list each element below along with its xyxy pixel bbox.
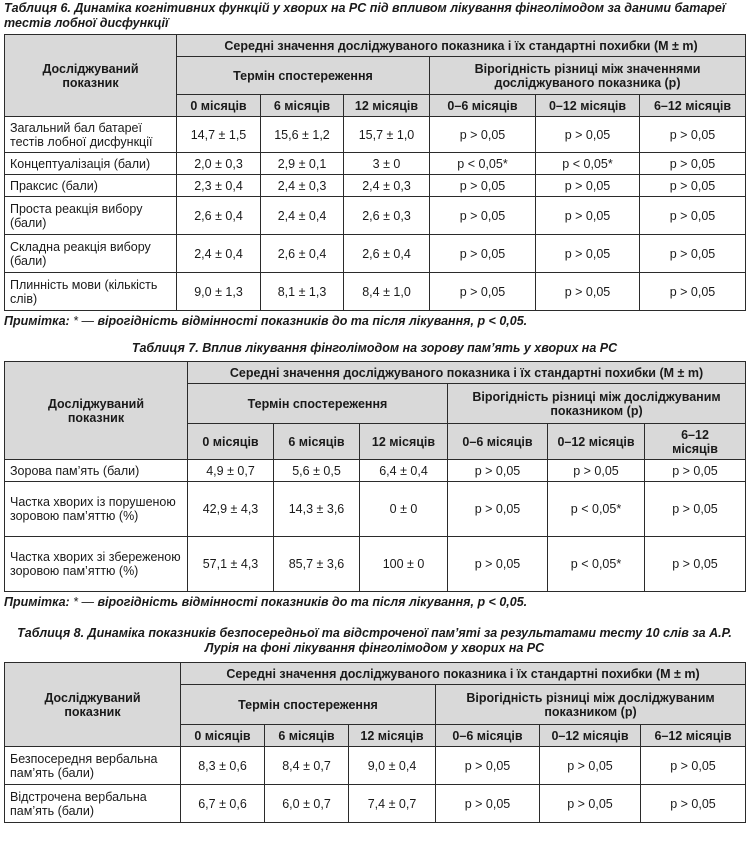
table-cell: 2,3 ± 0,4	[177, 175, 261, 197]
table-cell: p > 0,05	[641, 747, 746, 785]
table-cell: 5,6 ± 0,5	[274, 460, 360, 482]
row-label: Відстрочена вербальна пам’ять (бали)	[5, 785, 181, 823]
table-cell: p > 0,05	[645, 460, 746, 482]
table-cell: p > 0,05	[536, 235, 640, 273]
table8	[4, 662, 746, 823]
table6-col-header: 0 місяців	[177, 95, 261, 117]
table-cell: p > 0,05	[430, 117, 536, 153]
table-row	[5, 197, 746, 235]
table8-col-header: 0–12 місяців	[540, 725, 641, 747]
table-cell: 8,4 ± 1,0	[344, 273, 430, 311]
row-label: Зорова пам’ять (бали)	[5, 460, 188, 482]
table6-col-header: 12 місяців	[344, 95, 430, 117]
table-cell: 6,4 ± 0,4	[360, 460, 448, 482]
table-cell: p > 0,05	[641, 785, 746, 823]
table-cell: p > 0,05	[640, 153, 746, 175]
row-label: Складна реакція вибору (бали)	[5, 235, 177, 273]
note-text: вірогідність відмінності показників до та після лікування, p < 0,05.	[94, 314, 528, 328]
table-row	[5, 785, 746, 823]
table-cell: 2,6 ± 0,4	[177, 197, 261, 235]
note-star: * —	[73, 595, 95, 609]
table-cell: 3 ± 0	[344, 153, 430, 175]
table-row	[5, 482, 746, 537]
table-cell: 2,4 ± 0,4	[261, 197, 344, 235]
table-cell: 2,4 ± 0,3	[261, 175, 344, 197]
table-cell: p > 0,05	[640, 197, 746, 235]
table-cell: p > 0,05	[430, 235, 536, 273]
table8-col-header: 0 місяців	[181, 725, 265, 747]
table8-caption: Таблиця 8. Динаміка показників безпосередньої та відстроченої пам’яті за результатами тесту 10 слів за А.Р. Лурія на фоні лікування фінголімодом у хворих на РС	[17, 626, 732, 655]
table-cell: 6,7 ± 0,6	[181, 785, 265, 823]
table-cell: 0 ± 0	[360, 482, 448, 537]
table-cell: p > 0,05	[640, 273, 746, 311]
row-label: Проста реакція вибору (бали)	[5, 197, 177, 235]
note-star: * —	[73, 314, 95, 328]
table-cell: p < 0,05*	[430, 153, 536, 175]
table6-col-header: 6 місяців	[261, 95, 344, 117]
table-cell: 4,9 ± 0,7	[188, 460, 274, 482]
table-cell: 14,3 ± 3,6	[274, 482, 360, 537]
table6-col-header: 0–12 місяців	[536, 95, 640, 117]
table7-col-header: 0–6 місяців	[448, 424, 548, 460]
table-cell: 2,9 ± 0,1	[261, 153, 344, 175]
note-text: вірогідність відмінності показників до та після лікування, p < 0,05.	[94, 595, 528, 609]
table-cell: 2,4 ± 0,3	[344, 175, 430, 197]
table-cell: p > 0,05	[640, 117, 746, 153]
table-cell: 15,6 ± 1,2	[261, 117, 344, 153]
table-cell: p > 0,05	[645, 482, 746, 537]
table6-col-header: 0–6 місяців	[430, 95, 536, 117]
table-cell: 6,0 ± 0,7	[265, 785, 349, 823]
table-cell: 2,6 ± 0,3	[344, 197, 430, 235]
table-row	[5, 235, 746, 273]
table-cell: p > 0,05	[540, 747, 641, 785]
table-cell: p > 0,05	[448, 537, 548, 592]
table-cell: 2,6 ± 0,4	[344, 235, 430, 273]
table-row	[5, 175, 746, 197]
table-cell: 9,0 ± 0,4	[349, 747, 436, 785]
table-cell: p > 0,05	[645, 537, 746, 592]
row-label: Концептуалізація (бали)	[5, 153, 177, 175]
table8-means-header: Середні значення досліджуваного показника і їх стандартні похибки (M ± m)	[181, 663, 746, 685]
table7-col-header: 0 місяців	[188, 424, 274, 460]
table-cell: 100 ± 0	[360, 537, 448, 592]
table-cell: p > 0,05	[448, 482, 548, 537]
table-cell: p > 0,05	[430, 175, 536, 197]
table-row	[5, 153, 746, 175]
table-cell: p > 0,05	[448, 460, 548, 482]
row-label: Частка хворих із порушеною зоровою пам’яттю (%)	[5, 482, 188, 537]
table-cell: p > 0,05	[436, 785, 540, 823]
table6-sig-header: Вірогідність різниці між значеннями досліджуваного показника (р)	[430, 57, 746, 95]
table-row	[5, 460, 746, 482]
table-cell: p > 0,05	[536, 197, 640, 235]
table7-col-header: 6–12 місяців	[645, 424, 746, 460]
table-cell: p < 0,05*	[548, 482, 645, 537]
table-cell: p > 0,05	[436, 747, 540, 785]
table-cell: 42,9 ± 4,3	[188, 482, 274, 537]
table-row	[5, 747, 746, 785]
table-row	[5, 537, 746, 592]
table7-term-header: Термін спостереження	[188, 384, 448, 424]
row-label: Плинність мови (кількість слів)	[5, 273, 177, 311]
row-label: Безпосередня вербальна пам’ять (бали)	[5, 747, 181, 785]
table-cell: p < 0,05*	[548, 537, 645, 592]
table-cell: p > 0,05	[430, 273, 536, 311]
table-cell: p > 0,05	[540, 785, 641, 823]
table-cell: 2,0 ± 0,3	[177, 153, 261, 175]
table6-term-header: Термін спостереження	[177, 57, 430, 95]
table7-note	[4, 595, 749, 610]
table-cell: 8,4 ± 0,7	[265, 747, 349, 785]
table-cell: p < 0,05*	[536, 153, 640, 175]
table8-col-header: 6 місяців	[265, 725, 349, 747]
table7-col-header: 12 місяців	[360, 424, 448, 460]
table-cell: 8,1 ± 1,3	[261, 273, 344, 311]
table7-col-header: 0–12 місяців	[548, 424, 645, 460]
table6	[4, 34, 746, 311]
row-label: Частка хворих зі збереженою зоровою пам’яттю (%)	[5, 537, 188, 592]
table-cell: 9,0 ± 1,3	[177, 273, 261, 311]
table7-indicator-header: Досліджуваний показник	[5, 362, 188, 460]
table-cell: 8,3 ± 0,6	[181, 747, 265, 785]
table-cell: p > 0,05	[548, 460, 645, 482]
table-cell: p > 0,05	[640, 235, 746, 273]
table6-col-header: 6–12 місяців	[640, 95, 746, 117]
table6-caption: Таблиця 6. Динаміка когнітивних функцій у хворих на РС під впливом лікування фінголімодом за даними батареї тестів лобної дисфункції	[4, 1, 726, 30]
table6-means-header: Середні значення досліджуваного показника і їх стандартні похибки (M ± m)	[177, 35, 746, 57]
table-cell: p > 0,05	[536, 117, 640, 153]
table-cell: 14,7 ± 1,5	[177, 117, 261, 153]
table8-indicator-header: Досліджуваний показник	[5, 663, 181, 747]
table-cell: 57,1 ± 4,3	[188, 537, 274, 592]
table-row	[5, 117, 746, 153]
table6-indicator-header: Досліджуваний показник	[5, 35, 177, 117]
row-label: Праксис (бали)	[5, 175, 177, 197]
table-cell: 15,7 ± 1,0	[344, 117, 430, 153]
table-cell: 2,6 ± 0,4	[261, 235, 344, 273]
table7	[4, 361, 746, 592]
note-prefix: Примітка:	[4, 314, 74, 328]
table-cell: p > 0,05	[536, 273, 640, 311]
table7-means-header: Середні значення досліджуваного показника і їх стандартні похибки (M ± m)	[188, 362, 746, 384]
table-cell: 85,7 ± 3,6	[274, 537, 360, 592]
table8-sig-header: Вірогідність різниці між досліджуваним показником (р)	[436, 685, 746, 725]
table6-note	[4, 314, 749, 329]
row-label: Загальний бал батареї тестів лобної дисфункції	[5, 117, 177, 153]
document-page	[0, 1, 749, 850]
table-row	[5, 273, 746, 311]
table8-term-header: Термін спостереження	[181, 685, 436, 725]
table-cell: p > 0,05	[430, 197, 536, 235]
table-cell: 7,4 ± 0,7	[349, 785, 436, 823]
table-cell: p > 0,05	[640, 175, 746, 197]
table8-col-header: 0–6 місяців	[436, 725, 540, 747]
table7-caption: Таблиця 7. Вплив лікування фінголімодом на зорову пам’ять у хворих на РС	[131, 341, 618, 355]
table8-col-header: 12 місяців	[349, 725, 436, 747]
table8-col-header: 6–12 місяців	[641, 725, 746, 747]
table-cell: p > 0,05	[536, 175, 640, 197]
table7-col-header: 6 місяців	[274, 424, 360, 460]
table-cell: 2,4 ± 0,4	[177, 235, 261, 273]
table7-sig-header: Вірогідність різниці між досліджуваним показником (р)	[448, 384, 746, 424]
note-prefix: Примітка:	[4, 595, 74, 609]
